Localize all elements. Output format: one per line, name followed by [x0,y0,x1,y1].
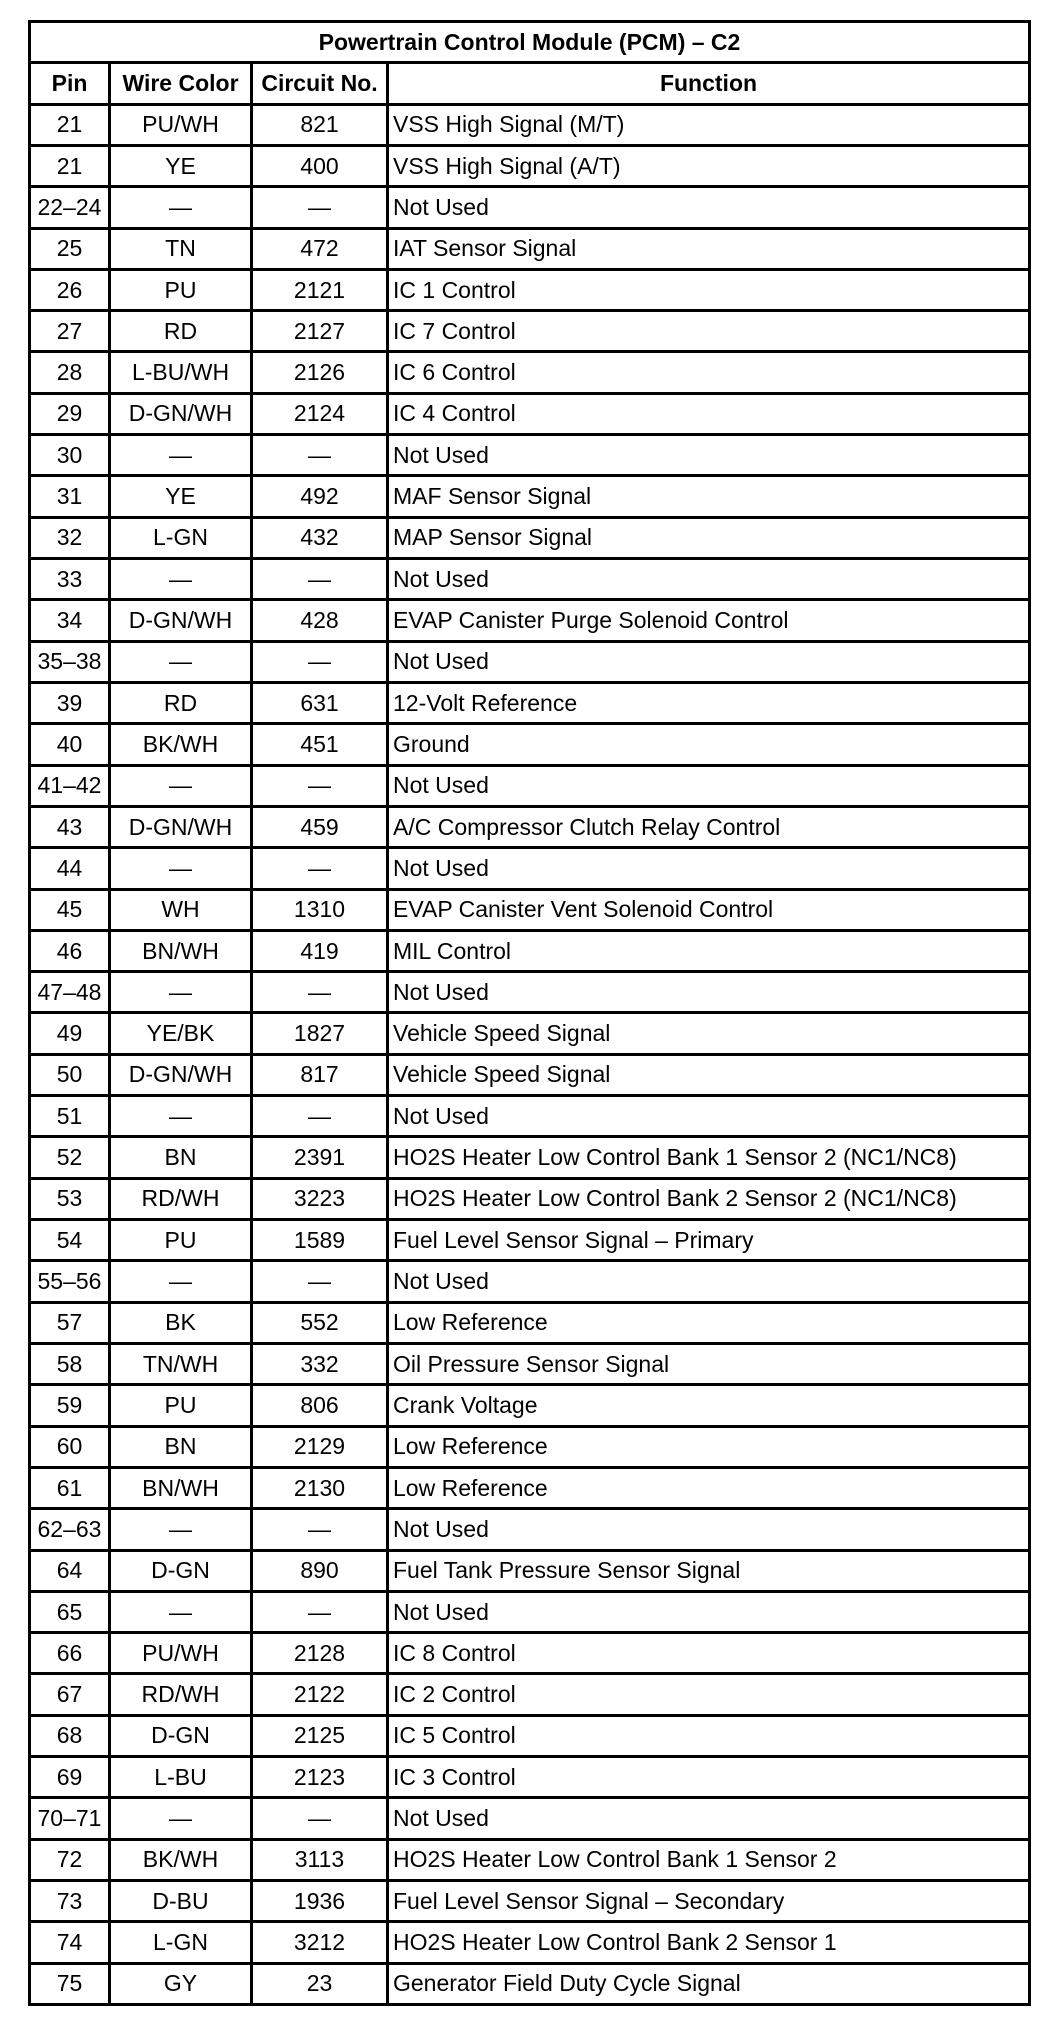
function-cell: MAP Sensor Signal [388,517,1030,558]
table-row [30,269,1030,310]
pin-cell: 21 [30,104,110,145]
pin-cell: 55–56 [30,1261,110,1302]
circuit-no-cell: 631 [252,682,388,723]
pin-cell: 74 [30,1922,110,1963]
function-cell: HO2S Heater Low Control Bank 2 Sensor 2 (NC1/NC8) [388,1178,1030,1219]
pin-cell: 31 [30,476,110,517]
function-cell: Not Used [388,1261,1030,1302]
pin-cell: 69 [30,1757,110,1798]
function-cell: IC 7 Control [388,311,1030,352]
circuit-no-cell: 2122 [252,1674,388,1715]
wire-color-cell: PU [110,1220,252,1261]
table-row [30,1261,1030,1302]
table-row [30,641,1030,682]
circuit-no-cell: 2125 [252,1715,388,1756]
pin-cell: 51 [30,1096,110,1137]
table-row [30,1715,1030,1756]
pin-cell: 30 [30,435,110,476]
pin-cell: 65 [30,1591,110,1632]
wire-color-cell: — [110,1509,252,1550]
pin-cell: 32 [30,517,110,558]
wire-color-cell: RD [110,682,252,723]
table-row [30,1178,1030,1219]
function-cell: Not Used [388,848,1030,889]
circuit-no-cell: 23 [252,1963,388,2004]
pin-cell: 43 [30,806,110,847]
function-cell: Vehicle Speed Signal [388,1013,1030,1054]
function-cell: A/C Compressor Clutch Relay Control [388,806,1030,847]
pin-cell: 46 [30,930,110,971]
wire-color-cell: D-GN/WH [110,1054,252,1095]
wire-color-cell: WH [110,889,252,930]
circuit-no-cell: 1936 [252,1881,388,1922]
header-circuit-no: Circuit No. [252,63,388,104]
wire-color-cell: — [110,972,252,1013]
wire-color-cell: L-BU [110,1757,252,1798]
circuit-no-cell: — [252,1591,388,1632]
function-cell: IC 6 Control [388,352,1030,393]
wire-color-cell: — [110,1096,252,1137]
function-cell: Ground [388,724,1030,765]
circuit-no-cell: 419 [252,930,388,971]
circuit-no-cell: 2123 [252,1757,388,1798]
pin-cell: 26 [30,269,110,310]
circuit-no-cell: 472 [252,228,388,269]
pin-cell: 67 [30,1674,110,1715]
pin-cell: 41–42 [30,765,110,806]
circuit-no-cell: 2129 [252,1426,388,1467]
table-row [30,765,1030,806]
table-row [30,1839,1030,1880]
function-cell: Vehicle Speed Signal [388,1054,1030,1095]
table-row [30,1054,1030,1095]
pin-cell: 72 [30,1839,110,1880]
table-row [30,1881,1030,1922]
circuit-no-cell: 890 [252,1550,388,1591]
function-cell: IC 3 Control [388,1757,1030,1798]
circuit-no-cell: 1589 [252,1220,388,1261]
circuit-no-cell: 428 [252,600,388,641]
circuit-no-cell: — [252,1798,388,1839]
function-cell: MIL Control [388,930,1030,971]
pin-cell: 68 [30,1715,110,1756]
function-cell: Oil Pressure Sensor Signal [388,1343,1030,1384]
function-cell: EVAP Canister Purge Solenoid Control [388,600,1030,641]
function-cell: IC 2 Control [388,1674,1030,1715]
circuit-no-cell: 3113 [252,1839,388,1880]
wire-color-cell: — [110,559,252,600]
table-row [30,889,1030,930]
pin-cell: 33 [30,559,110,600]
function-cell: Not Used [388,1509,1030,1550]
circuit-no-cell: — [252,972,388,1013]
pcm-c2-pinout-table [28,20,1031,2006]
circuit-no-cell: 2121 [252,269,388,310]
circuit-no-cell: 552 [252,1302,388,1343]
wire-color-cell: L-BU/WH [110,352,252,393]
wire-color-cell: BK/WH [110,1839,252,1880]
function-cell: Not Used [388,1591,1030,1632]
pin-cell: 52 [30,1137,110,1178]
table-row [30,600,1030,641]
table-row [30,104,1030,145]
function-cell: Fuel Level Sensor Signal – Secondary [388,1881,1030,1922]
circuit-no-cell: 2128 [252,1633,388,1674]
function-cell: Not Used [388,559,1030,600]
circuit-no-cell: 400 [252,145,388,186]
circuit-no-cell: 817 [252,1054,388,1095]
pin-cell: 50 [30,1054,110,1095]
table-row [30,311,1030,352]
table-row [30,517,1030,558]
wire-color-cell: YE [110,476,252,517]
pin-cell: 73 [30,1881,110,1922]
table-row [30,682,1030,723]
header-row [30,63,1030,104]
circuit-no-cell: 821 [252,104,388,145]
header-function: Function [388,63,1030,104]
pin-cell: 54 [30,1220,110,1261]
circuit-no-cell: — [252,1509,388,1550]
function-cell: Generator Field Duty Cycle Signal [388,1963,1030,2004]
table-row [30,1467,1030,1508]
wire-color-cell: — [110,641,252,682]
wire-color-cell: L-GN [110,1922,252,1963]
wire-color-cell: YE/BK [110,1013,252,1054]
table-row [30,1798,1030,1839]
function-cell: Low Reference [388,1426,1030,1467]
wire-color-cell: D-GN [110,1550,252,1591]
table-row [30,1550,1030,1591]
pin-cell: 39 [30,682,110,723]
table-row [30,352,1030,393]
table-row [30,435,1030,476]
function-cell: HO2S Heater Low Control Bank 1 Sensor 2 (NC1/NC8) [388,1137,1030,1178]
wire-color-cell: L-GN [110,517,252,558]
wire-color-cell: TN [110,228,252,269]
function-cell: IC 8 Control [388,1633,1030,1674]
wire-color-cell: TN/WH [110,1343,252,1384]
pin-cell: 45 [30,889,110,930]
wire-color-cell: — [110,1591,252,1632]
wire-color-cell: GY [110,1963,252,2004]
function-cell: IC 5 Control [388,1715,1030,1756]
function-cell: Low Reference [388,1467,1030,1508]
table-row [30,1633,1030,1674]
wire-color-cell: PU/WH [110,104,252,145]
wire-color-cell: — [110,435,252,476]
circuit-no-cell: 332 [252,1343,388,1384]
wire-color-cell: — [110,848,252,889]
table-row [30,1757,1030,1798]
table-row [30,1385,1030,1426]
circuit-no-cell: 806 [252,1385,388,1426]
function-cell: Not Used [388,187,1030,228]
table-row [30,1591,1030,1632]
table-row [30,145,1030,186]
table-row [30,1220,1030,1261]
pin-cell: 28 [30,352,110,393]
circuit-no-cell: 2126 [252,352,388,393]
pin-cell: 34 [30,600,110,641]
circuit-no-cell: — [252,187,388,228]
wire-color-cell: D-GN [110,1715,252,1756]
pin-cell: 22–24 [30,187,110,228]
function-cell: Crank Voltage [388,1385,1030,1426]
function-cell: IC 1 Control [388,269,1030,310]
circuit-no-cell: 3223 [252,1178,388,1219]
function-cell: HO2S Heater Low Control Bank 1 Sensor 2 [388,1839,1030,1880]
circuit-no-cell: — [252,1096,388,1137]
table-row [30,559,1030,600]
wire-color-cell: RD [110,311,252,352]
table-row [30,1426,1030,1467]
table-row [30,724,1030,765]
wire-color-cell: BN [110,1137,252,1178]
table-row [30,1096,1030,1137]
function-cell: Not Used [388,765,1030,806]
function-cell: IC 4 Control [388,393,1030,434]
table-row [30,1509,1030,1550]
function-cell: Not Used [388,1798,1030,1839]
circuit-no-cell: — [252,765,388,806]
wire-color-cell: YE [110,145,252,186]
pin-cell: 47–48 [30,972,110,1013]
circuit-no-cell: — [252,848,388,889]
wire-color-cell: BN/WH [110,1467,252,1508]
wire-color-cell: BN/WH [110,930,252,971]
circuit-no-cell: 2124 [252,393,388,434]
pin-cell: 44 [30,848,110,889]
circuit-no-cell: 492 [252,476,388,517]
function-cell: HO2S Heater Low Control Bank 2 Sensor 1 [388,1922,1030,1963]
function-cell: Not Used [388,435,1030,476]
wire-color-cell: RD/WH [110,1674,252,1715]
wire-color-cell: D-BU [110,1881,252,1922]
pin-cell: 62–63 [30,1509,110,1550]
wire-color-cell: BK [110,1302,252,1343]
pin-cell: 27 [30,311,110,352]
wire-color-cell: PU/WH [110,1633,252,1674]
pin-cell: 35–38 [30,641,110,682]
function-cell: Not Used [388,972,1030,1013]
wire-color-cell: PU [110,1385,252,1426]
pin-cell: 60 [30,1426,110,1467]
table-row [30,1137,1030,1178]
function-cell: Fuel Tank Pressure Sensor Signal [388,1550,1030,1591]
wire-color-cell: D-GN/WH [110,393,252,434]
circuit-no-cell: 1827 [252,1013,388,1054]
circuit-no-cell: — [252,435,388,476]
pin-cell: 29 [30,393,110,434]
wire-color-cell: D-GN/WH [110,600,252,641]
header-pin: Pin [30,63,110,104]
circuit-no-cell: 2127 [252,311,388,352]
circuit-no-cell: — [252,1261,388,1302]
table-row [30,930,1030,971]
wire-color-cell: BN [110,1426,252,1467]
table-title: Powertrain Control Module (PCM) – C2 [30,22,1030,63]
pin-cell: 66 [30,1633,110,1674]
pin-cell: 25 [30,228,110,269]
function-cell: VSS High Signal (M/T) [388,104,1030,145]
wire-color-cell: PU [110,269,252,310]
table-row [30,476,1030,517]
circuit-no-cell: 432 [252,517,388,558]
function-cell: MAF Sensor Signal [388,476,1030,517]
wire-color-cell: — [110,1798,252,1839]
table-row [30,187,1030,228]
function-cell: Fuel Level Sensor Signal – Primary [388,1220,1030,1261]
pin-cell: 53 [30,1178,110,1219]
circuit-no-cell: 459 [252,806,388,847]
circuit-no-cell: 3212 [252,1922,388,1963]
table-row [30,1963,1030,2004]
function-cell: 12-Volt Reference [388,682,1030,723]
pin-cell: 70–71 [30,1798,110,1839]
function-cell: Not Used [388,641,1030,682]
circuit-no-cell: 2391 [252,1137,388,1178]
pin-cell: 61 [30,1467,110,1508]
table-head [30,22,1030,105]
wire-color-cell: — [110,187,252,228]
table-row [30,806,1030,847]
title-row [30,22,1030,63]
function-cell: IAT Sensor Signal [388,228,1030,269]
table-row [30,848,1030,889]
table-row [30,972,1030,1013]
pin-cell: 40 [30,724,110,765]
circuit-no-cell: 2130 [252,1467,388,1508]
wire-color-cell: BK/WH [110,724,252,765]
pin-cell: 58 [30,1343,110,1384]
pin-cell: 75 [30,1963,110,2004]
table-row [30,1674,1030,1715]
circuit-no-cell: 451 [252,724,388,765]
pin-cell: 49 [30,1013,110,1054]
circuit-no-cell: 1310 [252,889,388,930]
function-cell: EVAP Canister Vent Solenoid Control [388,889,1030,930]
circuit-no-cell: — [252,641,388,682]
table-row [30,228,1030,269]
pin-cell: 59 [30,1385,110,1426]
table-row [30,1343,1030,1384]
table-row [30,1302,1030,1343]
table-body [30,104,1030,2004]
pin-cell: 64 [30,1550,110,1591]
pin-cell: 57 [30,1302,110,1343]
pin-cell: 21 [30,145,110,186]
wire-color-cell: RD/WH [110,1178,252,1219]
wire-color-cell: — [110,765,252,806]
function-cell: Low Reference [388,1302,1030,1343]
function-cell: Not Used [388,1096,1030,1137]
table-row [30,1013,1030,1054]
wire-color-cell: D-GN/WH [110,806,252,847]
wire-color-cell: — [110,1261,252,1302]
function-cell: VSS High Signal (A/T) [388,145,1030,186]
circuit-no-cell: — [252,559,388,600]
table-row [30,1922,1030,1963]
header-wire-color: Wire Color [110,63,252,104]
table-row [30,393,1030,434]
